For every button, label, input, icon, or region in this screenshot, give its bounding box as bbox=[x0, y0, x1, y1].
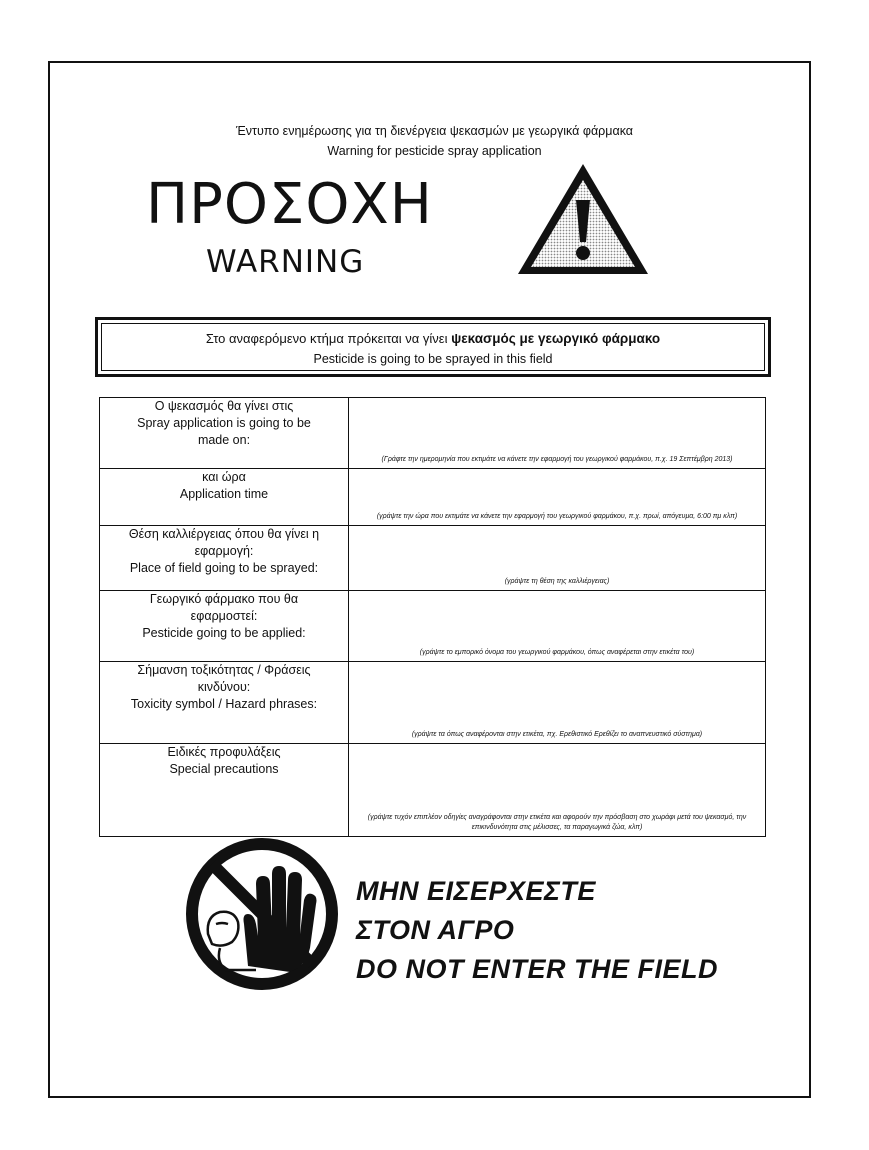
field-hint: (γράψτε το εμπορικό όνομα του γεωργικού φαρμάκου, όπως αναφέρεται στην ετικέτα του) bbox=[419, 649, 695, 656]
do-not-enter-line-en: DO NOT ENTER THE FIELD bbox=[356, 954, 718, 984]
row-label: Ειδικές προφυλάξεις Special precautions bbox=[100, 744, 349, 837]
header-title-gr: Έντυπο ενημέρωσης για τη διενέργεια ψεκασμών με γεωργικά φάρμακα bbox=[235, 124, 634, 138]
spray-info-form bbox=[99, 397, 766, 837]
notice-text-en: Pesticide is going to be sprayed in this field bbox=[313, 352, 553, 366]
precautions-field[interactable] bbox=[349, 744, 766, 837]
place-field[interactable] bbox=[349, 526, 766, 591]
form-row-place bbox=[100, 526, 766, 591]
do-not-enter-line-gr-1: ΜΗΝ ΕΙΣΕΡΧΕΣΤΕ bbox=[356, 876, 596, 906]
notice-text-gr: Στο αναφερόμενο κτήμα πρόκειται να γίνει ψεκασμός με γεωργικό φάρμακο bbox=[205, 331, 661, 346]
row-label: Γεωργικό φάρμακο που θα εφαρμοστεί: Pesticide going to be applied: bbox=[100, 591, 349, 662]
warning-title-en: WARNING bbox=[206, 244, 365, 280]
field-hint: (Γράφτε την ημερομηνία που εκτιμάτε να κάνετε την εφαρμογή του γεωργικού φαρμάκου, π.χ. 19 Σεπτέμβρη 2013) bbox=[381, 456, 733, 463]
form-row-date bbox=[100, 398, 766, 469]
do-not-enter-line-gr-2: ΣΤΟΝ ΑΓΡΟ bbox=[356, 915, 515, 945]
no-entry-hand-icon bbox=[186, 838, 338, 990]
pesticide-field[interactable] bbox=[349, 591, 766, 662]
notice-box bbox=[95, 317, 771, 377]
row-label: Θέση καλλιέργειας όπου θα γίνει η εφαρμογή: Place of field going to be sprayed: bbox=[100, 526, 349, 591]
warning-triangle-icon bbox=[514, 160, 652, 278]
time-field[interactable] bbox=[349, 469, 766, 526]
row-label: και ώρα Application time bbox=[100, 469, 349, 526]
header-title-en: Warning for pesticide spray application bbox=[327, 144, 542, 158]
field-hint: (γράψτε τα όπως αναφέρονται στην ετικέτα, πχ. Ερεθιστικό Ερεθίζει το αναπνευστικό σύστημα) bbox=[411, 731, 703, 738]
toxicity-field[interactable] bbox=[349, 662, 766, 744]
field-hint: (γράψτε την ώρα που εκτιμάτε να κάνετε την εφαρμογή του γεωργικού φαρμάκου, π.χ. πρωί, απόγευμα, 6:00 πμ κλπ) bbox=[376, 513, 738, 520]
form-row-time bbox=[100, 469, 766, 526]
form-row-pesticide bbox=[100, 591, 766, 662]
row-label: Ο ψεκασμός θα γίνει στις Spray application is going to be made on: bbox=[100, 398, 349, 469]
field-hint: (γράψτε τη θέση της καλλιέργειας) bbox=[504, 578, 610, 585]
warning-title-gr: ΠΡΟΣΟΧΗ bbox=[146, 172, 433, 237]
field-hint: (γράψτε τυχόν επιπλέον οδηγίες αναγράφονται στην ετικέτα και αφορούν την πρόσβαση στο χωράφι μετά του ψεκασμό, την επικινδυνότητα στις μέλισσες, τα παραγωγικά ζώα, κλπ) bbox=[367, 814, 747, 831]
date-field[interactable] bbox=[349, 398, 766, 469]
row-label: Σήμανση τοξικότητας / Φράσεις κινδύνου: Toxicity symbol / Hazard phrases: bbox=[100, 662, 349, 744]
do-not-enter-text bbox=[356, 872, 718, 989]
form-row-toxicity bbox=[100, 662, 766, 744]
form-row-precautions bbox=[100, 744, 766, 837]
